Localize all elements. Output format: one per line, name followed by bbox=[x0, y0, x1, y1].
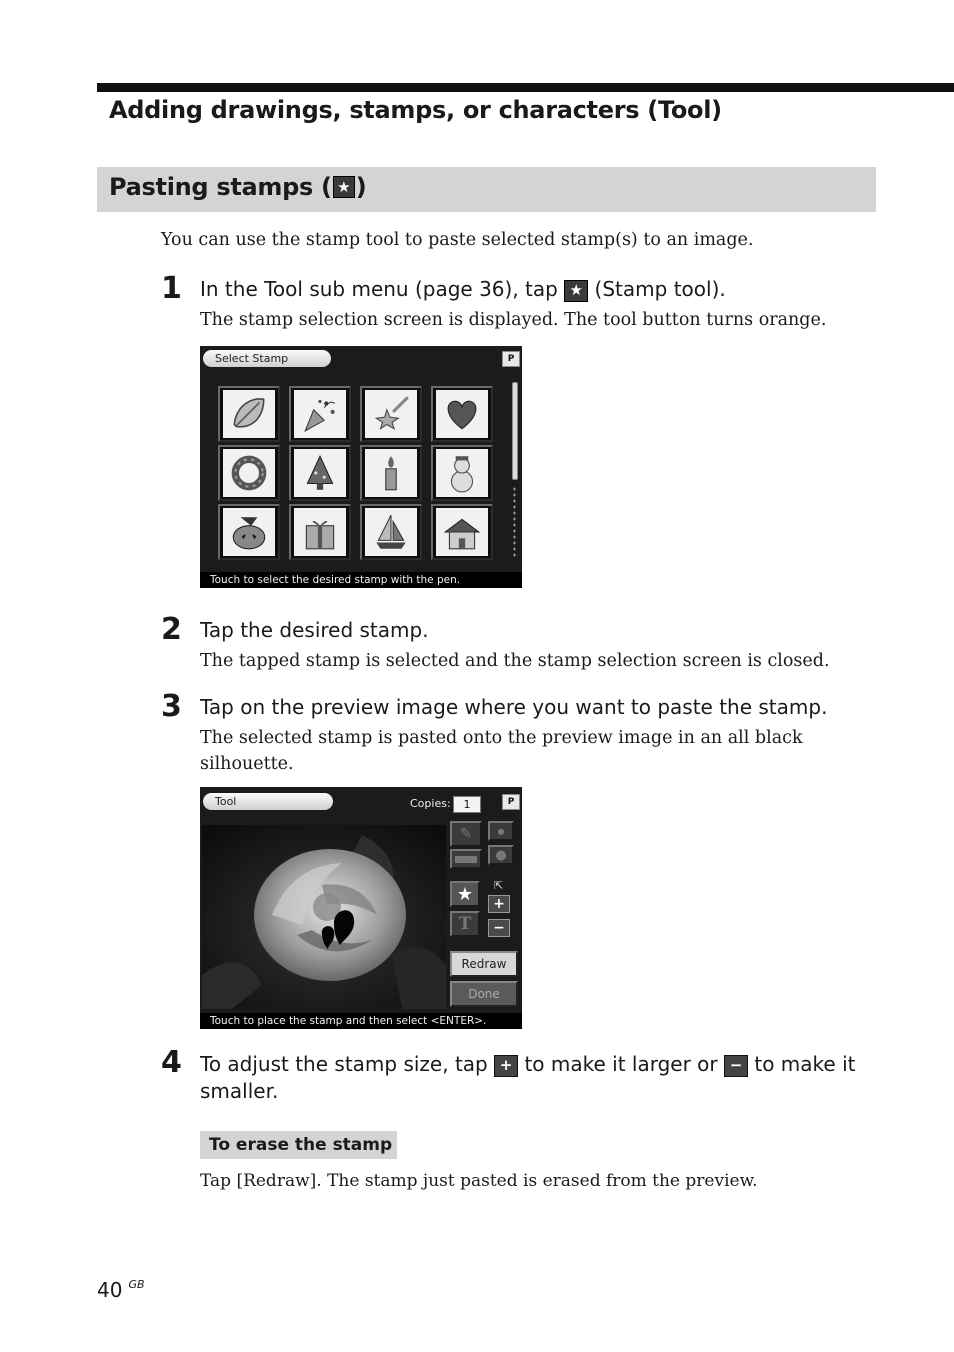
star-icon: ★ bbox=[333, 176, 355, 198]
plus-icon: + bbox=[494, 1055, 518, 1077]
step-1-text-before: In the Tool sub menu (page 36), tap bbox=[200, 277, 565, 301]
stamp-tile-gift[interactable] bbox=[289, 504, 351, 560]
minus-icon: − bbox=[724, 1055, 748, 1077]
page-number: 40 bbox=[97, 1278, 123, 1302]
step-2-note: The tapped stamp is selected and the stamp selection screen is closed. bbox=[200, 651, 830, 671]
stamp-tile-house[interactable] bbox=[431, 504, 493, 560]
print-badge: P bbox=[502, 794, 520, 810]
copies-label: Copies: bbox=[410, 797, 451, 810]
stamp-tile-snowman[interactable] bbox=[431, 445, 493, 501]
shrink-button[interactable]: − bbox=[488, 919, 510, 937]
stamp-tool-button[interactable] bbox=[450, 881, 480, 907]
stamp-tile-shooting-star[interactable] bbox=[360, 386, 422, 442]
stamp-tool-icon: ★ bbox=[564, 280, 588, 302]
gift-stamp-icon bbox=[299, 511, 341, 553]
resize-arrows-icon: ⇱ bbox=[494, 879, 504, 892]
screen-title-pill: Tool bbox=[203, 793, 333, 810]
page-footer bbox=[97, 1278, 145, 1302]
preview-image[interactable] bbox=[202, 825, 446, 1009]
step-1-text-after: (Stamp tool). bbox=[588, 277, 726, 301]
stamp-tile-heart[interactable] bbox=[431, 386, 493, 442]
step-4-text bbox=[200, 1051, 880, 1105]
step-1-text bbox=[200, 276, 726, 303]
leaf-stamp-icon bbox=[228, 393, 270, 435]
line-width-button[interactable] bbox=[450, 849, 482, 869]
tool-panel bbox=[446, 817, 522, 1011]
step-3-text: Tap on the preview image where you want to paste the stamp. bbox=[200, 695, 828, 719]
select-stamp-screen bbox=[200, 346, 522, 588]
small-dot-icon: ● bbox=[497, 826, 505, 836]
stamp-grid bbox=[218, 386, 493, 560]
stamp-tile-christmas-tree[interactable] bbox=[289, 445, 351, 501]
region-code: GB bbox=[128, 1278, 145, 1291]
small-brush-button[interactable] bbox=[488, 821, 514, 841]
step-number-2: 2 bbox=[161, 612, 182, 647]
screen-title-pill: Select Stamp bbox=[203, 350, 331, 367]
status-message: Touch to select the desired stamp with the pen. bbox=[200, 572, 522, 588]
top-rule bbox=[97, 83, 954, 92]
step-2-text: Tap the desired stamp. bbox=[200, 618, 429, 642]
shooting-star-stamp-icon bbox=[370, 393, 412, 435]
subheading-prefix: Pasting stamps ( bbox=[109, 173, 332, 201]
sailboat-stamp-icon bbox=[370, 511, 412, 553]
stamp-tile-pumpkin[interactable] bbox=[218, 504, 280, 560]
christmas-tree-stamp-icon bbox=[299, 452, 341, 494]
step-3-note: The selected stamp is pasted onto the preview image in an all black silhouette. bbox=[200, 728, 803, 774]
rose-photo bbox=[202, 825, 446, 1009]
step-4-part2: to make it larger or bbox=[518, 1052, 724, 1076]
copies-input[interactable]: 1 bbox=[453, 796, 481, 813]
scrollbar-thumb[interactable] bbox=[512, 382, 518, 480]
subheading bbox=[109, 173, 366, 201]
house-stamp-icon bbox=[441, 511, 483, 553]
stamp-tile-leaf[interactable] bbox=[218, 386, 280, 442]
subheading-suffix: ) bbox=[355, 173, 367, 201]
print-badge: P bbox=[502, 351, 520, 367]
pen-icon: ✎ bbox=[460, 826, 472, 842]
erase-heading: To erase the stamp bbox=[200, 1131, 397, 1159]
status-message: Touch to place the stamp and then select <ENTER>. bbox=[200, 1013, 522, 1029]
snowman-stamp-icon bbox=[441, 452, 483, 494]
scrollbar-track[interactable] bbox=[513, 486, 516, 558]
step-number-4: 4 bbox=[161, 1045, 182, 1080]
large-dot-icon: ● bbox=[495, 847, 507, 863]
line-bar-icon bbox=[455, 856, 477, 863]
text-tool-button[interactable] bbox=[450, 911, 480, 937]
redraw-button[interactable]: Redraw bbox=[450, 951, 518, 977]
candle-stamp-icon bbox=[370, 452, 412, 494]
step-4-part3: to make it smaller. bbox=[200, 1052, 856, 1103]
section-title: Adding drawings, stamps, or characters (Tool) bbox=[109, 96, 722, 124]
large-brush-button[interactable] bbox=[488, 845, 514, 865]
erase-text: Tap [Redraw]. The stamp just pasted is erased from the preview. bbox=[200, 1171, 758, 1191]
stamp-tile-wreath[interactable] bbox=[218, 445, 280, 501]
heart-stamp-icon bbox=[441, 393, 483, 435]
step-1-note: The stamp selection screen is displayed. The tool button turns orange. bbox=[200, 310, 827, 330]
enlarge-button[interactable]: + bbox=[488, 895, 510, 913]
pumpkin-stamp-icon bbox=[228, 511, 270, 553]
stamp-tile-sailboat[interactable] bbox=[360, 504, 422, 560]
step-number-1: 1 bbox=[161, 271, 182, 306]
intro-text: You can use the stamp tool to paste selected stamp(s) to an image. bbox=[161, 230, 754, 250]
star-icon: ★ bbox=[456, 883, 474, 905]
pen-tool-button[interactable] bbox=[450, 821, 482, 847]
stamp-tile-candle[interactable] bbox=[360, 445, 422, 501]
tool-screen bbox=[200, 787, 522, 1029]
wreath-stamp-icon bbox=[228, 452, 270, 494]
step-4-part1: To adjust the stamp size, tap bbox=[200, 1052, 495, 1076]
text-tool-icon: T bbox=[458, 914, 472, 934]
done-button[interactable]: Done bbox=[450, 981, 518, 1007]
stamp-tile-party-popper[interactable] bbox=[289, 386, 351, 442]
party-popper-stamp-icon bbox=[299, 393, 341, 435]
step-number-3: 3 bbox=[161, 689, 182, 724]
